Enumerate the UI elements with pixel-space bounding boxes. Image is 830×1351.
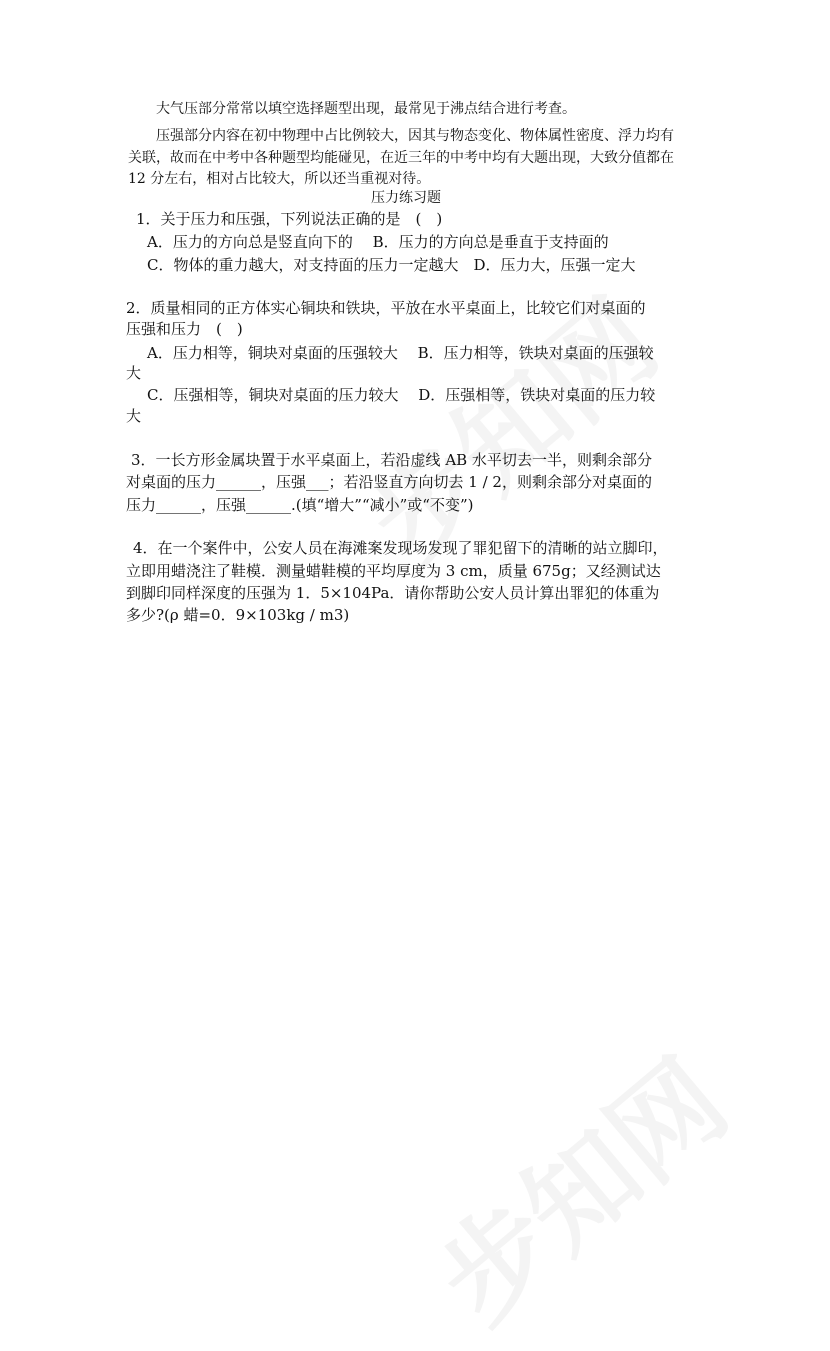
question-1-options-cd: C．物体的重力越大，对支持面的压力一定越大 D．压力大，压强一定大 xyxy=(147,256,636,274)
question-2-options-cd-line-2: 大 xyxy=(126,407,142,425)
question-2-options-ab-line-2: 大 xyxy=(126,364,142,382)
watermark-bottom xyxy=(400,1018,754,1351)
intro-paragraph-2-line-3: 12 分左右，相对占比较大，所以还当重视对待。 xyxy=(128,171,431,187)
question-1-options-ab: A．压力的方向总是竖直向下的 B．压力的方向总是垂直于支持面的 xyxy=(147,233,609,251)
question-4-line-1: 4．在一个案件中，公安人员在海滩案发现场发现了罪犯留下的清晰的站立脚印， xyxy=(133,539,668,557)
question-3-line-1: 3．一长方形金属块置于水平桌面上，若沿虚线 AB 水平切去一半，则剩余部分 xyxy=(131,451,652,469)
question-3-line-3: 压力______，压强______.(填“增大”“减小”或“不变”) xyxy=(126,496,474,514)
intro-paragraph-1: 大气压部分常常以填空选择题型出现，最常见于沸点结合进行考查。 xyxy=(156,101,576,117)
section-title: 压力练习题 xyxy=(371,190,441,206)
intro-paragraph-2-line-2: 关联，故而在中考中各种题型均能碰见，在近三年的中考中均有大题出现，大致分值都在 xyxy=(128,150,674,166)
question-4-line-2: 立即用蜡浇注了鞋模．测量蜡鞋模的平均厚度为 3 cm，质量 675g；又经测试达 xyxy=(126,562,661,580)
question-2-options-ab-line-1: A．压力相等，铜块对桌面的压强较大 B．压力相等，铁块对桌面的压强较 xyxy=(147,344,654,362)
question-4-line-4: 多少?(ρ 蜡=0．9×103kg / m3) xyxy=(126,606,350,624)
question-2-stem-line-1: 2．质量相同的正方体实心铜块和铁块，平放在水平桌面上，比较它们对桌面的 xyxy=(126,299,646,317)
question-1-stem: 1．关于压力和压强，下列说法正确的是 ( ) xyxy=(136,210,443,228)
question-4-line-3: 到脚印同样深度的压强为 1．5×104Pa．请你帮助公安人员计算出罪犯的体重为 xyxy=(126,584,660,602)
intro-paragraph-2-line-1: 压强部分内容在初中物理中占比例较大，因其与物态变化、物体属性密度、浮力均有 xyxy=(156,128,674,144)
question-2-options-cd-line-1: C．压强相等，铜块对桌面的压力较大 D．压强相等，铁块对桌面的压力较 xyxy=(147,386,656,404)
question-3-line-2: 对桌面的压力______，压强___；若沿竖直方向切去 1 / 2，则剩余部分对桌面的 xyxy=(126,473,652,491)
question-2-stem-line-2: 压强和压力 ( ) xyxy=(126,320,243,338)
